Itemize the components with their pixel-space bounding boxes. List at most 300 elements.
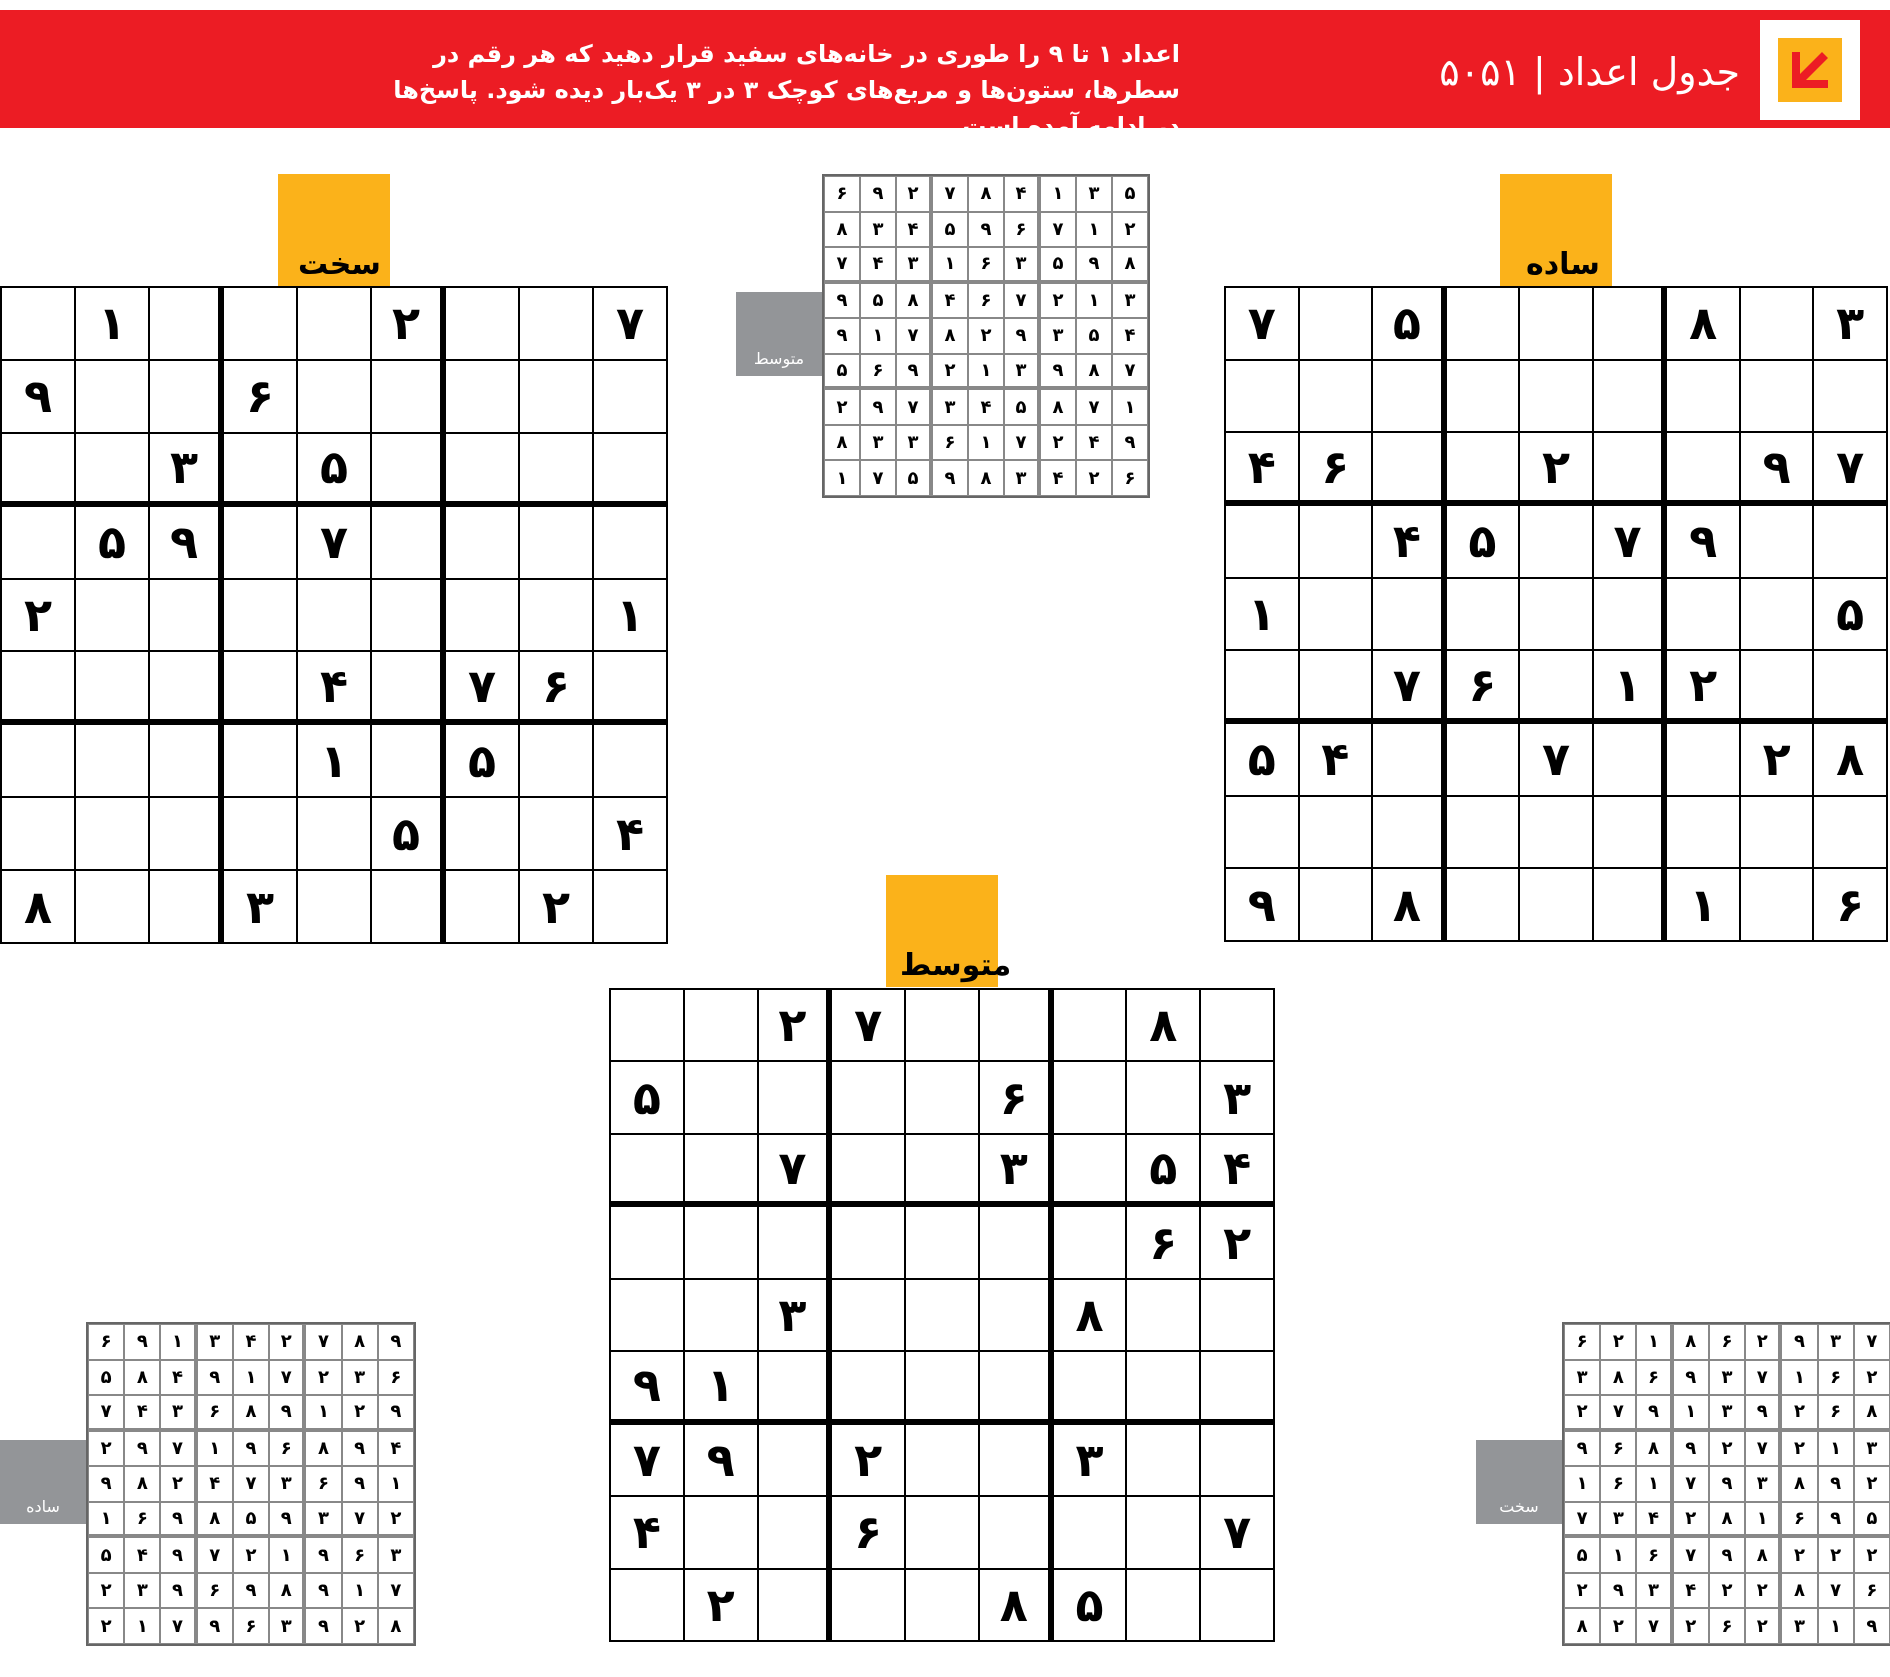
puzzle-cell[interactable] — [149, 870, 223, 943]
puzzle-cell[interactable] — [684, 1134, 758, 1206]
puzzle-cell[interactable]: ۹ — [684, 1424, 758, 1496]
puzzle-cell[interactable] — [905, 1134, 979, 1206]
puzzle-cell[interactable] — [1666, 578, 1740, 651]
answer-cell: ۹ — [160, 1502, 196, 1538]
puzzle-cell[interactable]: ۷ — [1372, 650, 1446, 723]
puzzle-cell[interactable] — [519, 506, 593, 579]
puzzle-cell[interactable] — [1446, 360, 1520, 433]
puzzle-cell[interactable]: ۷ — [297, 506, 371, 579]
puzzle-cell[interactable] — [1666, 796, 1740, 869]
puzzle-cell[interactable]: ۲ — [519, 870, 593, 943]
puzzle-cell[interactable] — [1519, 505, 1593, 578]
answer-cell: ۹ — [1818, 1502, 1854, 1538]
puzzle-cell[interactable]: ۸ — [1813, 723, 1887, 796]
puzzle-cell[interactable] — [831, 1206, 905, 1278]
puzzle-cell[interactable] — [445, 506, 519, 579]
puzzle-cell[interactable] — [979, 1424, 1053, 1496]
puzzle-cell[interactable]: ۵ — [1446, 505, 1520, 578]
puzzle-cell[interactable] — [1593, 578, 1667, 651]
puzzle-cell[interactable] — [610, 1206, 684, 1278]
puzzle-cell[interactable] — [1813, 796, 1887, 869]
puzzle-cell[interactable] — [1126, 1351, 1200, 1423]
puzzle-cell[interactable] — [223, 433, 297, 506]
puzzle-cell[interactable] — [223, 506, 297, 579]
puzzle-cell[interactable] — [371, 870, 445, 943]
answer-cell: ۹ — [305, 1573, 341, 1609]
puzzle-cell[interactable]: ۸ — [1372, 868, 1446, 941]
puzzle-cell[interactable] — [1053, 1496, 1127, 1568]
puzzle-cell[interactable]: ۳ — [979, 1134, 1053, 1206]
puzzle-cell[interactable] — [684, 1496, 758, 1568]
answer-cell: ۶ — [197, 1573, 233, 1609]
answer-cell: ۲ — [1854, 1537, 1890, 1573]
answer-cell: ۲ — [342, 1608, 378, 1644]
puzzle-cell[interactable] — [445, 797, 519, 870]
puzzle-cell[interactable] — [371, 651, 445, 724]
puzzle-cell[interactable] — [593, 360, 667, 433]
puzzle-cell[interactable] — [593, 724, 667, 797]
puzzle-cell[interactable] — [371, 579, 445, 652]
puzzle-cell[interactable] — [519, 724, 593, 797]
puzzle-cell[interactable]: ۹ — [1740, 432, 1814, 505]
puzzle-cell[interactable] — [1740, 578, 1814, 651]
puzzle-cell[interactable] — [979, 1351, 1053, 1423]
puzzle-cell[interactable] — [445, 579, 519, 652]
puzzle-cell[interactable]: ۷ — [1593, 505, 1667, 578]
puzzle-cell[interactable] — [75, 870, 149, 943]
puzzle-cell[interactable] — [610, 1569, 684, 1641]
answer-cell: ۲ — [1564, 1395, 1600, 1431]
puzzle-cell[interactable] — [371, 506, 445, 579]
puzzle-cell[interactable]: ۵ — [610, 1061, 684, 1133]
puzzle-cell[interactable] — [1740, 796, 1814, 869]
puzzle-cell[interactable] — [149, 797, 223, 870]
puzzle-cell[interactable] — [1593, 287, 1667, 360]
puzzle-cell[interactable]: ۸ — [1, 870, 75, 943]
puzzle-cell[interactable] — [1813, 650, 1887, 723]
puzzle-cell[interactable]: ۷ — [1200, 1496, 1274, 1568]
puzzle-cell[interactable]: ۳ — [1813, 287, 1887, 360]
puzzle-cell[interactable] — [223, 651, 297, 724]
puzzle-cell[interactable] — [297, 797, 371, 870]
answer-cell: ۹ — [305, 1537, 341, 1573]
puzzle-cell[interactable] — [1813, 360, 1887, 433]
answer-cell: ۶ — [378, 1360, 414, 1396]
puzzle-cell[interactable] — [297, 360, 371, 433]
puzzle-cell[interactable] — [905, 1351, 979, 1423]
puzzle-cell[interactable] — [149, 724, 223, 797]
answer-cell: ۹ — [860, 389, 896, 425]
puzzle-cell[interactable] — [1519, 578, 1593, 651]
puzzle-cell[interactable] — [905, 1206, 979, 1278]
puzzle-cell[interactable] — [1372, 796, 1446, 869]
puzzle-cell[interactable] — [519, 287, 593, 360]
puzzle-cell[interactable] — [1740, 287, 1814, 360]
puzzle-cell[interactable]: ۸ — [979, 1569, 1053, 1641]
puzzle-cell[interactable] — [1740, 650, 1814, 723]
puzzle-cell[interactable] — [223, 797, 297, 870]
puzzle-cell[interactable]: ۵ — [1126, 1134, 1200, 1206]
puzzle-cell[interactable] — [758, 1424, 832, 1496]
answer-cell: ۱ — [1636, 1466, 1672, 1502]
puzzle-cell[interactable]: ۸ — [1126, 989, 1200, 1061]
puzzle-cell[interactable]: ۲ — [371, 287, 445, 360]
puzzle-cell[interactable] — [1593, 432, 1667, 505]
puzzle-cell[interactable]: ۸ — [1053, 1279, 1127, 1351]
puzzle-cell[interactable]: ۲ — [1740, 723, 1814, 796]
puzzle-cell[interactable]: ۹ — [610, 1351, 684, 1423]
puzzle-cell[interactable] — [684, 989, 758, 1061]
puzzle-cell[interactable] — [610, 1279, 684, 1351]
puzzle-cell[interactable] — [1372, 360, 1446, 433]
puzzle-cell[interactable]: ۵ — [1225, 723, 1299, 796]
puzzle-cell[interactable] — [1, 506, 75, 579]
puzzle-cell[interactable]: ۲ — [831, 1424, 905, 1496]
answer-cell: ۳ — [1004, 354, 1040, 390]
answer-cell: ۴ — [1004, 176, 1040, 212]
puzzle-cell[interactable] — [905, 1496, 979, 1568]
puzzle-cell[interactable]: ۱ — [684, 1351, 758, 1423]
answer-cell: ۲ — [1745, 1324, 1781, 1360]
puzzle-cell[interactable]: ۴ — [1200, 1134, 1274, 1206]
puzzle-cell[interactable] — [1299, 505, 1373, 578]
answer-cell: ۵ — [896, 460, 932, 496]
puzzle-cell[interactable]: ۲ — [1519, 432, 1593, 505]
puzzle-cell[interactable] — [1200, 1279, 1274, 1351]
answer-cell: ۱ — [197, 1431, 233, 1467]
answer-cell: ۲ — [932, 354, 968, 390]
puzzle-cell[interactable]: ۲ — [758, 989, 832, 1061]
puzzle-cell[interactable] — [445, 433, 519, 506]
answer-cell: ۷ — [1004, 425, 1040, 461]
puzzle-cell[interactable] — [519, 579, 593, 652]
puzzle-cell[interactable] — [1299, 796, 1373, 869]
puzzle-cell[interactable] — [905, 1061, 979, 1133]
puzzle-cell[interactable]: ۴ — [1299, 723, 1373, 796]
puzzle-cell[interactable] — [1593, 868, 1667, 941]
puzzle-cell[interactable] — [1519, 868, 1593, 941]
puzzle-cell[interactable] — [758, 1351, 832, 1423]
puzzle-cell[interactable] — [758, 1206, 832, 1278]
puzzle-cell[interactable] — [1053, 1061, 1127, 1133]
puzzle-cell[interactable] — [979, 1496, 1053, 1568]
answer-cell: ۲ — [1818, 1537, 1854, 1573]
answer-cell: ۱ — [160, 1324, 196, 1360]
puzzle-cell[interactable] — [593, 433, 667, 506]
answer-cell: ۵ — [1076, 318, 1112, 354]
puzzle-cell[interactable]: ۵ — [1813, 578, 1887, 651]
puzzle-cell[interactable]: ۶ — [1813, 868, 1887, 941]
answer-cell: ۷ — [1564, 1502, 1600, 1538]
puzzle-cell[interactable] — [1372, 432, 1446, 505]
puzzle-cell[interactable]: ۸ — [1666, 287, 1740, 360]
answer-cell: ۹ — [160, 1537, 196, 1573]
puzzle-cell[interactable] — [1, 433, 75, 506]
puzzle-cell[interactable] — [1126, 1496, 1200, 1568]
puzzle-cell[interactable] — [610, 989, 684, 1061]
answer-cell: ۳ — [860, 425, 896, 461]
puzzle-cell[interactable] — [519, 433, 593, 506]
puzzle-cell[interactable]: ۹ — [1225, 868, 1299, 941]
puzzle-cell[interactable]: ۷ — [1813, 432, 1887, 505]
answer-cell: ۳ — [896, 425, 932, 461]
puzzle-cell[interactable] — [1446, 578, 1520, 651]
puzzle-cell[interactable]: ۱ — [75, 287, 149, 360]
puzzle-cell[interactable] — [1053, 1206, 1127, 1278]
puzzle-cell[interactable] — [1126, 1279, 1200, 1351]
puzzle-cell[interactable]: ۹ — [1, 360, 75, 433]
puzzle-cell[interactable] — [1225, 650, 1299, 723]
puzzle-cell[interactable] — [831, 1134, 905, 1206]
puzzle-cell[interactable]: ۱ — [1225, 578, 1299, 651]
puzzle-cell[interactable]: ۱ — [297, 724, 371, 797]
puzzle-cell[interactable]: ۴ — [1225, 432, 1299, 505]
puzzle-cell[interactable] — [223, 287, 297, 360]
puzzle-cell[interactable]: ۱ — [1593, 650, 1667, 723]
answer-cell: ۹ — [1818, 1466, 1854, 1502]
puzzle-cell[interactable]: ۷ — [758, 1134, 832, 1206]
puzzle-cell[interactable] — [979, 1206, 1053, 1278]
answer-cell: ۸ — [197, 1502, 233, 1538]
puzzle-cell[interactable] — [905, 1424, 979, 1496]
puzzle-cell[interactable] — [75, 579, 149, 652]
puzzle-cell[interactable]: ۶ — [1126, 1206, 1200, 1278]
puzzle-cell[interactable] — [905, 989, 979, 1061]
puzzle-cell[interactable] — [519, 360, 593, 433]
puzzle-cell[interactable] — [684, 1061, 758, 1133]
puzzle-cell[interactable]: ۷ — [610, 1424, 684, 1496]
answer-cell: ۹ — [1636, 1395, 1672, 1431]
puzzle-cell[interactable]: ۵ — [297, 433, 371, 506]
puzzle-cell[interactable]: ۲ — [1666, 650, 1740, 723]
puzzle-cell[interactable]: ۵ — [75, 506, 149, 579]
answer-cell: ۹ — [197, 1608, 233, 1644]
puzzle-cell[interactable] — [371, 724, 445, 797]
puzzle-cell[interactable] — [1225, 796, 1299, 869]
puzzle-cell[interactable]: ۵ — [445, 724, 519, 797]
answer-cell: ۵ — [860, 283, 896, 319]
puzzle-cell[interactable] — [831, 1351, 905, 1423]
puzzle-cell[interactable] — [593, 870, 667, 943]
answer-cell: ۷ — [824, 247, 860, 283]
puzzle-cell[interactable] — [1299, 868, 1373, 941]
puzzle-cell[interactable]: ۶ — [223, 360, 297, 433]
answer-cell: ۴ — [968, 389, 1004, 425]
puzzle-cell[interactable] — [223, 579, 297, 652]
puzzle-cell[interactable] — [75, 724, 149, 797]
puzzle-cell[interactable] — [1, 797, 75, 870]
puzzle-cell[interactable] — [445, 287, 519, 360]
answer-cell: ۹ — [197, 1360, 233, 1396]
puzzle-cell[interactable]: ۳ — [223, 870, 297, 943]
puzzle-cell[interactable] — [758, 1496, 832, 1568]
puzzle-cell[interactable] — [1666, 360, 1740, 433]
puzzle-cell[interactable] — [445, 870, 519, 943]
puzzle-cell[interactable] — [1225, 360, 1299, 433]
answer-cell: ۸ — [1076, 354, 1112, 390]
puzzle-cell[interactable]: ۷ — [445, 651, 519, 724]
puzzle-cell[interactable] — [1446, 723, 1520, 796]
puzzle-cell[interactable] — [1593, 360, 1667, 433]
answer-cell: ۳ — [124, 1573, 160, 1609]
easy-answer-tag — [0, 1440, 86, 1524]
puzzle-cell[interactable]: ۷ — [1519, 723, 1593, 796]
puzzle-cell[interactable] — [149, 287, 223, 360]
puzzle-cell[interactable] — [297, 579, 371, 652]
puzzle-cell[interactable] — [684, 1279, 758, 1351]
puzzle-cell[interactable] — [1813, 505, 1887, 578]
puzzle-cell[interactable] — [1126, 1061, 1200, 1133]
answer-cell: ۸ — [124, 1360, 160, 1396]
puzzle-cell[interactable]: ۷ — [1225, 287, 1299, 360]
puzzle-cell[interactable]: ۲ — [1200, 1206, 1274, 1278]
puzzle-cell[interactable] — [297, 287, 371, 360]
puzzle-cell[interactable] — [223, 724, 297, 797]
puzzle-cell[interactable] — [1053, 1351, 1127, 1423]
puzzle-cell[interactable] — [1, 287, 75, 360]
header-banner — [0, 10, 1890, 140]
puzzle-cell[interactable] — [1372, 723, 1446, 796]
puzzle-cell[interactable] — [75, 433, 149, 506]
puzzle-cell[interactable]: ۶ — [1446, 650, 1520, 723]
puzzle-cell[interactable]: ۴ — [1372, 505, 1446, 578]
puzzle-cell[interactable] — [75, 651, 149, 724]
answer-cell: ۲ — [1781, 1395, 1817, 1431]
puzzle-cell[interactable]: ۳ — [1053, 1424, 1127, 1496]
puzzle-cell[interactable] — [1200, 1569, 1274, 1641]
puzzle-cell[interactable]: ۱ — [1666, 868, 1740, 941]
puzzle-cell[interactable] — [831, 1569, 905, 1641]
puzzle-cell[interactable]: ۲ — [1, 579, 75, 652]
puzzle-cell[interactable] — [905, 1569, 979, 1641]
answer-cell: ۶ — [968, 247, 1004, 283]
puzzle-cell[interactable] — [1519, 360, 1593, 433]
puzzle-cell[interactable] — [149, 651, 223, 724]
answer-cell: ۷ — [342, 1502, 378, 1538]
answer-cell: ۶ — [1709, 1608, 1745, 1644]
puzzle-cell[interactable] — [905, 1279, 979, 1351]
logo — [1760, 20, 1860, 120]
puzzle-cell[interactable] — [1053, 1134, 1127, 1206]
puzzle-cell[interactable] — [610, 1134, 684, 1206]
puzzle-cell[interactable]: ۶ — [979, 1061, 1053, 1133]
puzzle-cell[interactable] — [1593, 796, 1667, 869]
puzzle-cell[interactable] — [1446, 287, 1520, 360]
puzzle-cell[interactable] — [758, 1569, 832, 1641]
puzzle-cell[interactable]: ۳ — [758, 1279, 832, 1351]
puzzle-cell[interactable] — [149, 579, 223, 652]
puzzle-cell[interactable]: ۵ — [1053, 1569, 1127, 1641]
answer-cell: ۶ — [305, 1466, 341, 1502]
puzzle-cell[interactable] — [593, 651, 667, 724]
answer-cell: ۸ — [124, 1466, 160, 1502]
puzzle-cell[interactable] — [831, 1279, 905, 1351]
puzzle-cell[interactable] — [758, 1061, 832, 1133]
puzzle-cell[interactable] — [75, 360, 149, 433]
puzzle-cell[interactable] — [1446, 868, 1520, 941]
puzzle-cell[interactable]: ۹ — [1666, 505, 1740, 578]
puzzle-cell[interactable] — [1299, 360, 1373, 433]
puzzle-cell[interactable]: ۶ — [1299, 432, 1373, 505]
puzzle-cell[interactable] — [1200, 989, 1274, 1061]
answer-cell: ۸ — [233, 1395, 269, 1431]
puzzle-cell[interactable]: ۲ — [684, 1569, 758, 1641]
answer-cell: ۲ — [1564, 1573, 1600, 1609]
answer-cell: ۵ — [932, 212, 968, 248]
answer-cell: ۸ — [968, 176, 1004, 212]
puzzle-cell[interactable] — [1, 651, 75, 724]
puzzle-cell[interactable] — [371, 433, 445, 506]
puzzle-cell[interactable] — [1740, 868, 1814, 941]
puzzle-cell[interactable] — [297, 870, 371, 943]
puzzle-cell[interactable] — [684, 1206, 758, 1278]
puzzle-cell[interactable]: ۴ — [297, 651, 371, 724]
puzzle-cell[interactable] — [149, 360, 223, 433]
puzzle-cell[interactable]: ۵ — [371, 797, 445, 870]
answer-cell: ۶ — [88, 1324, 124, 1360]
puzzle-cell[interactable]: ۷ — [593, 287, 667, 360]
puzzle-cell[interactable] — [1519, 650, 1593, 723]
puzzle-cell[interactable]: ۹ — [149, 506, 223, 579]
puzzle-cell[interactable]: ۵ — [1372, 287, 1446, 360]
puzzle-cell[interactable] — [75, 797, 149, 870]
puzzle-cell[interactable] — [593, 506, 667, 579]
puzzle-cell[interactable] — [1446, 432, 1520, 505]
puzzle-cell[interactable] — [1053, 989, 1127, 1061]
puzzle-cell[interactable] — [1740, 360, 1814, 433]
puzzle-cell[interactable] — [831, 1061, 905, 1133]
puzzle-cell[interactable] — [1225, 505, 1299, 578]
answer-cell: ۱ — [1673, 1395, 1709, 1431]
puzzle-cell[interactable] — [1299, 578, 1373, 651]
puzzle-cell[interactable]: ۳ — [1200, 1061, 1274, 1133]
puzzle-cell[interactable] — [1126, 1424, 1200, 1496]
puzzle-cell[interactable]: ۴ — [610, 1496, 684, 1568]
answer-cell: ۸ — [1781, 1466, 1817, 1502]
puzzle-cell[interactable] — [519, 797, 593, 870]
puzzle-cell[interactable] — [1299, 650, 1373, 723]
puzzle-cell[interactable] — [1740, 505, 1814, 578]
answer-cell: ۳ — [1600, 1502, 1636, 1538]
answer-cell: ۷ — [197, 1537, 233, 1573]
puzzle-cell[interactable] — [1, 724, 75, 797]
puzzle-cell[interactable]: ۶ — [831, 1496, 905, 1568]
puzzle-cell[interactable] — [1666, 432, 1740, 505]
answer-cell: ۴ — [1636, 1502, 1672, 1538]
puzzle-cell[interactable] — [1299, 287, 1373, 360]
puzzle-cell[interactable] — [445, 360, 519, 433]
puzzle-cell[interactable] — [979, 989, 1053, 1061]
puzzle-cell[interactable]: ۱ — [593, 579, 667, 652]
puzzle-cell[interactable] — [979, 1279, 1053, 1351]
puzzle-cell[interactable] — [1666, 723, 1740, 796]
puzzle-cell[interactable]: ۷ — [831, 989, 905, 1061]
puzzle-cell[interactable]: ۶ — [519, 651, 593, 724]
puzzle-cell[interactable] — [1446, 796, 1520, 869]
puzzle-cell[interactable]: ۳ — [149, 433, 223, 506]
medium-label: متوسط — [900, 948, 1012, 983]
puzzle-cell[interactable] — [1593, 723, 1667, 796]
puzzle-cell[interactable] — [1372, 578, 1446, 651]
puzzle-cell[interactable] — [1519, 287, 1593, 360]
puzzle-cell[interactable] — [1519, 796, 1593, 869]
puzzle-cell[interactable] — [1126, 1569, 1200, 1641]
puzzle-cell[interactable] — [371, 360, 445, 433]
answer-cell: ۴ — [124, 1395, 160, 1431]
puzzle-cell[interactable]: ۴ — [593, 797, 667, 870]
puzzle-cell[interactable] — [1200, 1424, 1274, 1496]
puzzle-cell[interactable] — [1200, 1351, 1274, 1423]
